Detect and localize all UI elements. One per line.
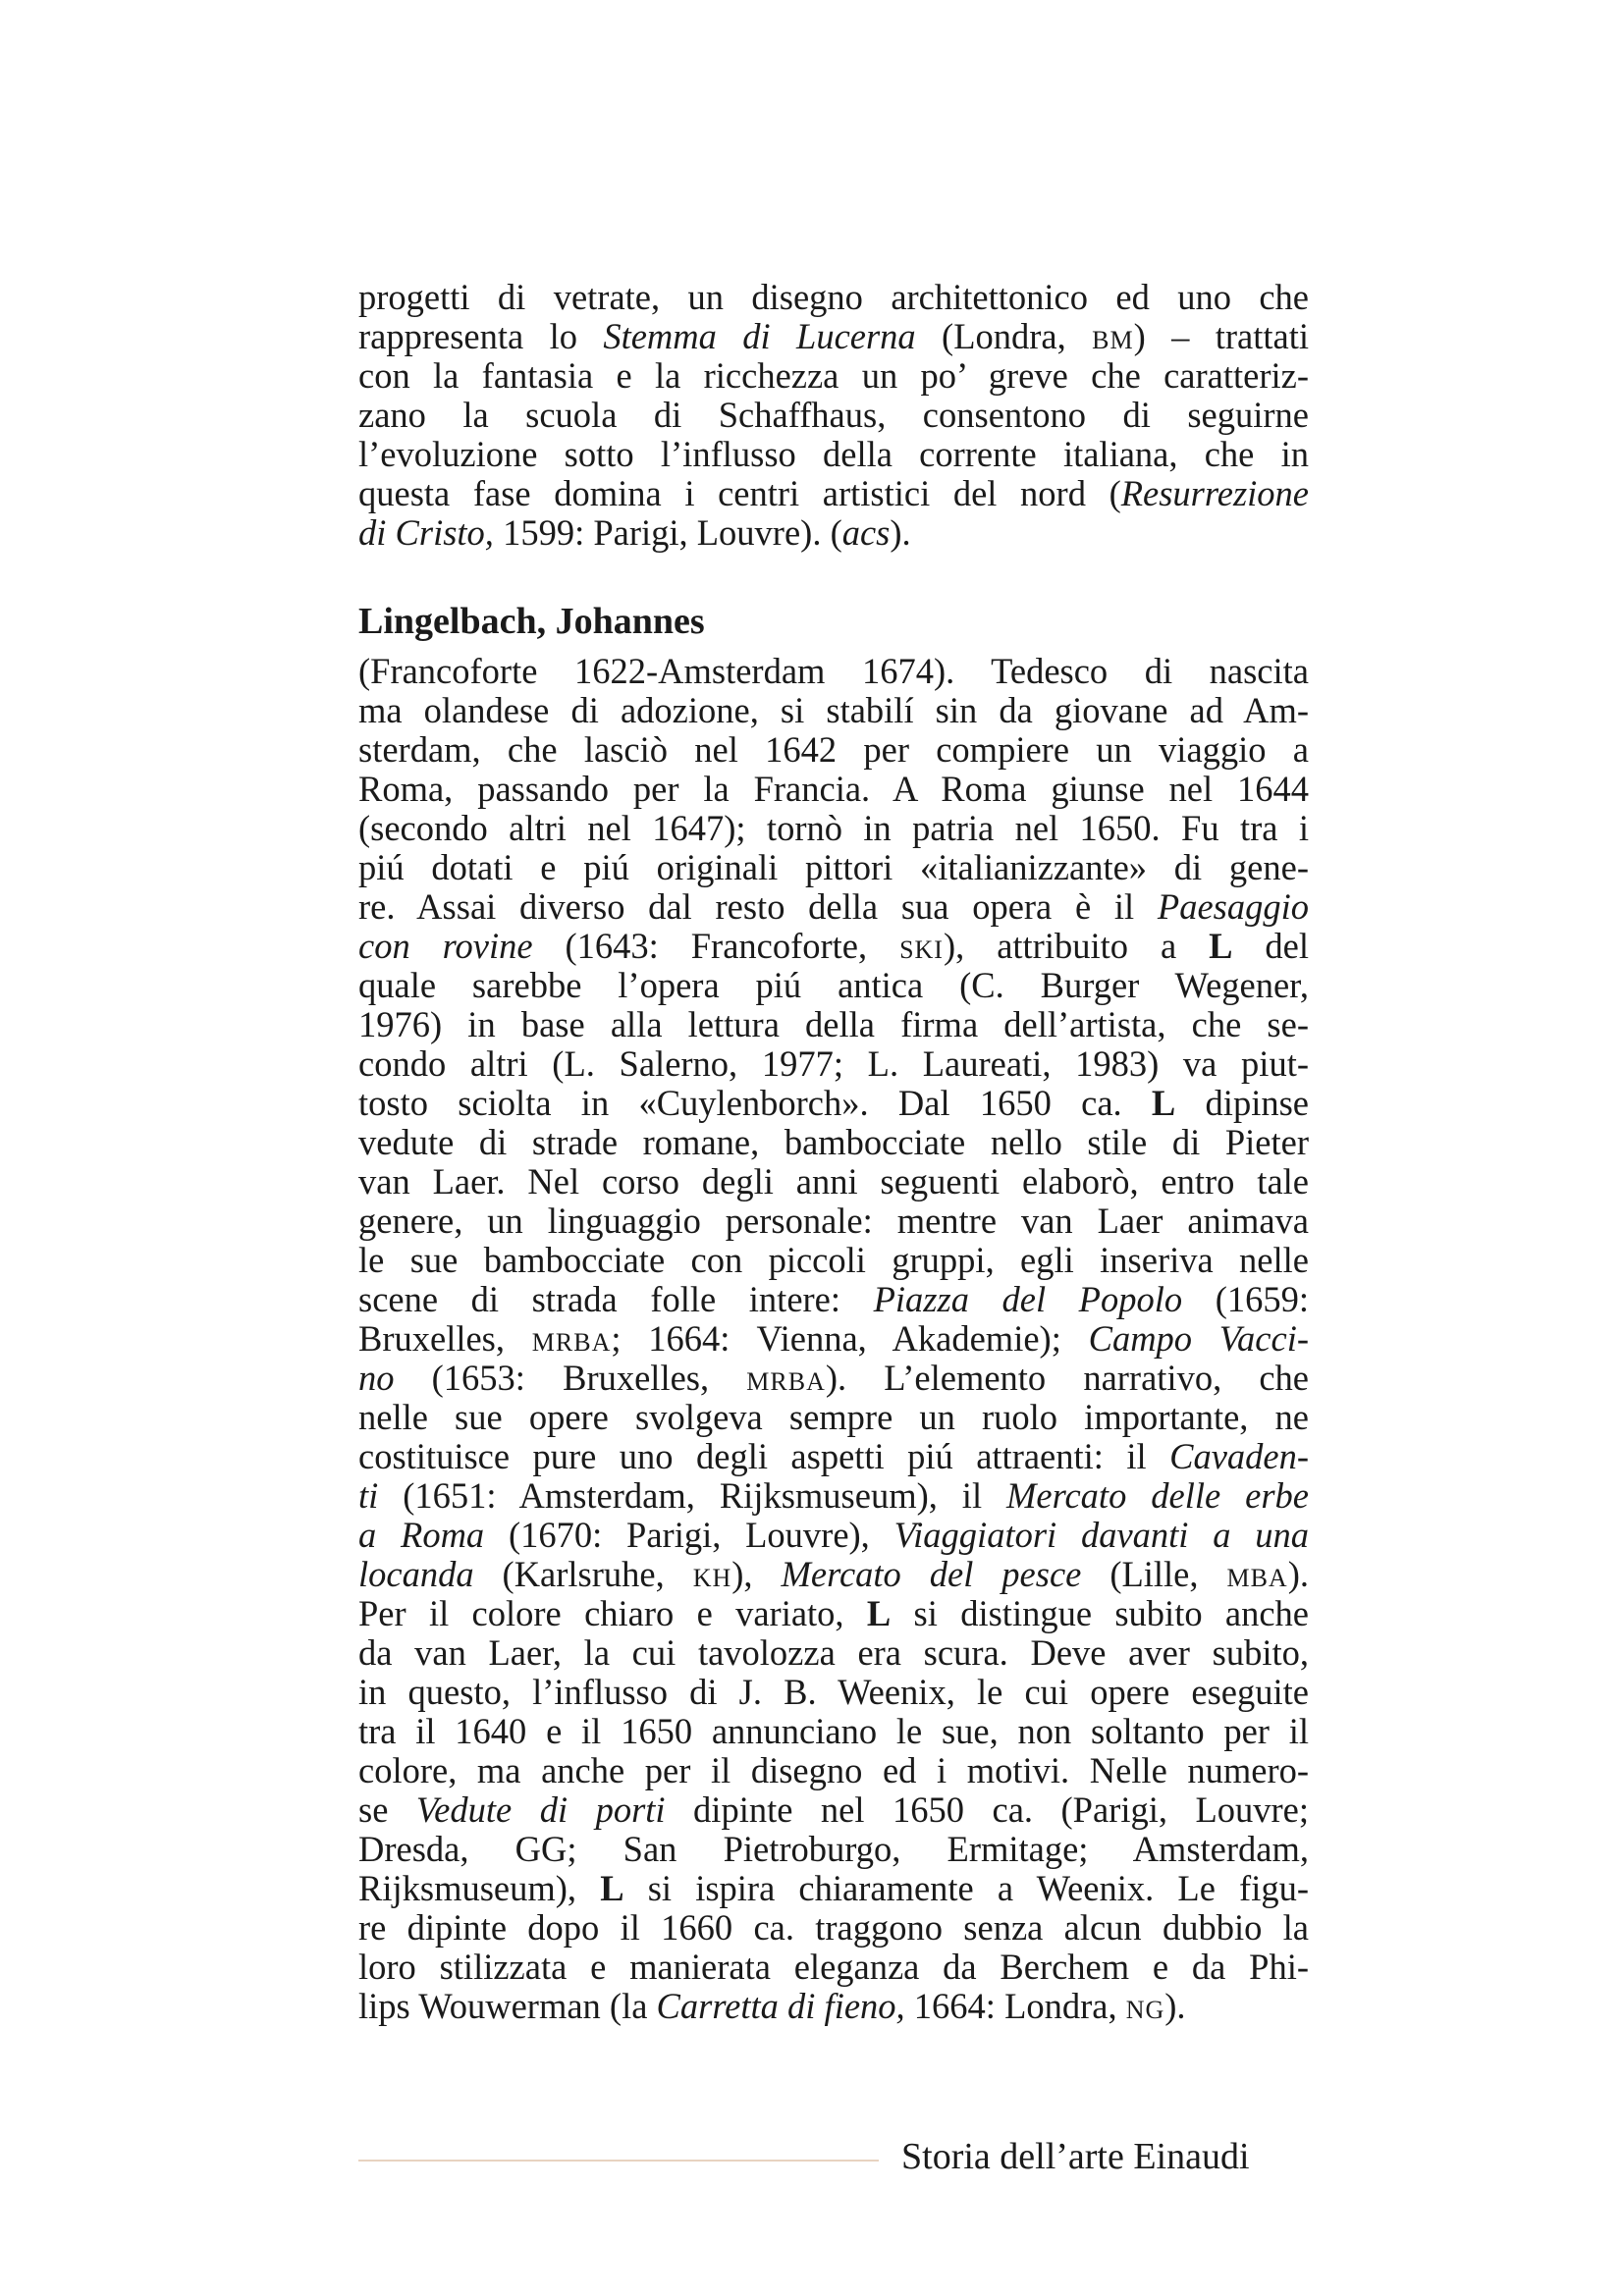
text-line: rappresenta lo Stemma di Lucerna (Londra, bm) – trattati xyxy=(358,316,1309,356)
italic-title: Paesaggio xyxy=(1157,886,1309,927)
text-line: vedute di strade romane, bambocciate nello stile di Pieter xyxy=(358,1122,1309,1162)
text-line: ma olandese di adozione, si stabilí sin da giovane ad Am- xyxy=(358,690,1309,730)
text-line: van Laer. Nel corso degli anni seguenti elaborò, entro tale xyxy=(358,1161,1309,1201)
italic-title: Cavaden- xyxy=(1169,1436,1309,1476)
text-line: colore, ma anche per il disegno ed i motivi. Nelle numero- xyxy=(358,1750,1309,1790)
text-line: Roma, passando per la Francia. A Roma giunse nel 1644 xyxy=(358,769,1309,809)
italic-title: Vedute di porti xyxy=(415,1789,666,1830)
text-line: loro stilizzata e manierata eleganza da Berchem e da Phi- xyxy=(358,1947,1309,1987)
abbreviation: bm xyxy=(1092,316,1134,356)
italic-title: a Roma xyxy=(358,1515,485,1555)
text-line: questa fase domina i centri artistici del nord (Resurrezione xyxy=(358,473,1309,513)
text-line: 1976) in base alla lettura della firma dell’artista, che se- xyxy=(358,1004,1309,1044)
italic-title: Carretta di fieno, xyxy=(656,1986,905,2026)
bold-initial: L xyxy=(1209,926,1233,966)
italic-title: ti xyxy=(358,1475,379,1516)
text-line: tra il 1640 e il 1650 annunciano le sue, non soltanto per il xyxy=(358,1711,1309,1751)
text-line: le sue bambocciate con piccoli gruppi, egli inseriva nelle xyxy=(358,1240,1309,1280)
text-line: di Cristo, 1599: Parigi, Louvre). (acs). xyxy=(358,512,911,553)
italic-title: con rovine xyxy=(358,926,533,966)
text-line: con rovine (1643: Francoforte, ski), attribuito a L del xyxy=(358,926,1310,966)
italic-title: Campo Vacci- xyxy=(1088,1318,1309,1359)
bold-initial: L xyxy=(1151,1083,1176,1123)
italic-title: Piazza del Popolo xyxy=(873,1279,1183,1319)
text-line: zano la scuola di Schaffhaus, consentono di seguirne xyxy=(358,395,1309,435)
abbreviation: mrba xyxy=(746,1358,826,1398)
text-line: l’evoluzione sotto l’influsso della corrente italiana, che in xyxy=(358,434,1309,474)
text-line: locanda (Karlsruhe, kh), Mercato del pesce (Lille, mba). xyxy=(358,1554,1309,1594)
text-line: lips Wouwerman (la Carretta di fieno, 1664: Londra, ng). xyxy=(358,1986,1186,2026)
abbreviation: kh xyxy=(692,1554,732,1594)
text-line: ti (1651: Amsterdam, Rijksmuseum), il Mercato delle erbe xyxy=(358,1475,1309,1516)
text-line: piú dotati e piú originali pittori «italianizzante» di gene- xyxy=(358,847,1309,887)
text-line: progetti di vetrate, un disegno architettonico ed uno che xyxy=(358,277,1309,317)
abbreviation: ski xyxy=(899,926,944,966)
entry-body xyxy=(358,652,1309,2026)
text-line: re. Assai diverso dal resto della sua opera è il Paesaggio xyxy=(358,886,1309,927)
abbreviation: mrba xyxy=(531,1318,612,1359)
abbreviation: mba xyxy=(1226,1554,1288,1594)
footer-rule xyxy=(358,2160,879,2162)
footer-publisher: Storia dell’arte Einaudi xyxy=(901,2136,1250,2177)
text-line: (secondo altri nel 1647); tornò in patria nel 1650. Fu tra i xyxy=(358,808,1309,848)
text-line: costituisce pure uno degli aspetti piú attraenti: il Cavaden- xyxy=(358,1436,1309,1476)
italic-title: locanda xyxy=(358,1554,474,1594)
italic-title: Viaggiatori davanti a una xyxy=(893,1515,1309,1555)
text-line: scene di strada folle intere: Piazza del Popolo (1659: xyxy=(358,1279,1309,1319)
bold-initial: L xyxy=(600,1868,624,1908)
italic-title: di Cristo, xyxy=(358,512,494,553)
italic-title: acs xyxy=(841,512,891,553)
text-line: sterdam, che lasciò nel 1642 per compiere un viaggio a xyxy=(358,729,1309,770)
text-line: nelle sue opere svolgeva sempre un ruolo importante, ne xyxy=(358,1397,1309,1437)
text-line: Bruxelles, mrba; 1664: Vienna, Akademie); Campo Vacci- xyxy=(358,1318,1309,1359)
text-line: re dipinte dopo il 1660 ca. traggono senza alcun dubbio la xyxy=(358,1907,1309,1948)
italic-title: Resurrezione xyxy=(1120,473,1309,513)
text-line: Rijksmuseum), L si ispira chiaramente a Weenix. Le figu- xyxy=(358,1868,1309,1908)
text-line: con la fantasia e la ricchezza un po’ greve che caratteriz- xyxy=(358,355,1309,396)
text-line: condo altri (L. Salerno, 1977; L. Laureati, 1983) va piut- xyxy=(358,1043,1309,1084)
text-line: a Roma (1670: Parigi, Louvre), Viaggiatori davanti a una xyxy=(358,1515,1309,1555)
text-line: in questo, l’influsso di J. B. Weenix, le cui opere eseguite xyxy=(358,1672,1309,1712)
italic-title: Mercato del pesce xyxy=(781,1554,1082,1594)
italic-title: Stemma di Lucerna xyxy=(603,316,916,356)
text-line: Per il colore chiaro e variato, L si distingue subito anche xyxy=(358,1593,1309,1633)
abbreviation: ng xyxy=(1125,1986,1165,2026)
text-line: quale sarebbe l’opera piú antica (C. Burger Wegener, xyxy=(358,965,1309,1005)
italic-title: no xyxy=(358,1358,395,1398)
text-line: se Vedute di porti dipinte nel 1650 ca. (Parigi, Louvre; xyxy=(358,1789,1310,1830)
text-line: (Francoforte 1622-Amsterdam 1674). Tedesco di nascita xyxy=(358,651,1309,691)
text-line: da van Laer, la cui tavolozza era scura. Deve aver subito, xyxy=(358,1632,1309,1673)
text-line: Dresda, GG; San Pietroburgo, Ermitage; Amsterdam, xyxy=(358,1829,1309,1869)
text-line: no (1653: Bruxelles, mrba). L’elemento narrativo, che xyxy=(358,1358,1309,1398)
text-line: genere, un linguaggio personale: mentre van Laer animava xyxy=(358,1201,1309,1241)
entry-title: Lingelbach, Johannes xyxy=(358,601,705,642)
text-line: tosto sciolta in «Cuylenborch». Dal 1650 ca. L dipinse xyxy=(358,1083,1309,1123)
italic-title: Mercato delle erbe xyxy=(1006,1475,1309,1516)
continued-paragraph xyxy=(358,278,1309,553)
bold-initial: L xyxy=(866,1593,892,1633)
